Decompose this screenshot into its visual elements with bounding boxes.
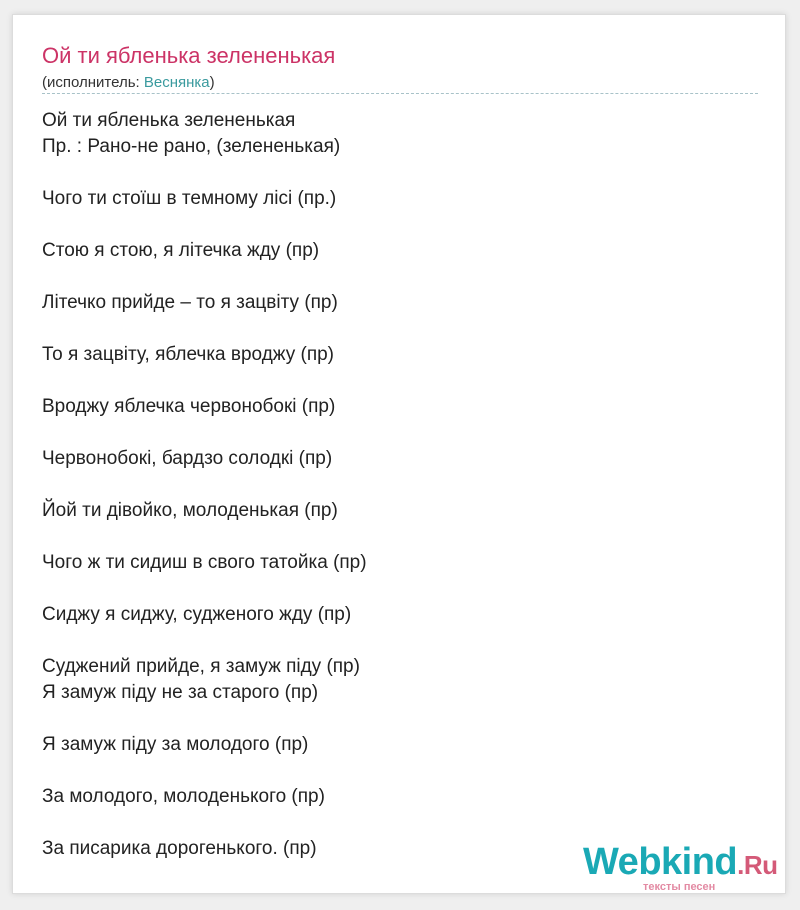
logo-wordmark — [583, 841, 778, 884]
lyric-line: Червонобокі, бардзо солодкі (пр) — [42, 448, 333, 469]
lyric-line: Літечко прийде – то я зацвіту (пр) — [42, 292, 338, 313]
lyric-blank-line — [42, 810, 758, 836]
logo-word: Webkind — [583, 841, 738, 883]
artist-prefix: (исполнитель: — [42, 74, 144, 91]
lyric-line: Ой ти ябленька зелененькая — [42, 110, 296, 131]
lyric-blank-line — [42, 264, 758, 290]
artist-suffix: ) — [209, 74, 215, 91]
logo-tagline: тексты песен — [643, 881, 716, 893]
lyric-blank-line — [42, 758, 758, 784]
lyric-line: Пр. : Рано-не рано, (зелененькая) — [42, 136, 341, 157]
lyric-blank-line — [42, 212, 758, 238]
lyric-line: Я замуж піду за молодого (пр) — [42, 734, 309, 755]
lyric-blank-line — [42, 368, 758, 394]
lyrics-text — [42, 108, 758, 862]
lyric-line: Чого ти стоїш в темному лісі (пр.) — [42, 188, 337, 209]
artist-link[interactable]: Веснянка — [143, 74, 210, 91]
song-title: Ой ти ябленька зелененькая — [42, 43, 336, 68]
lyric-line: За молодого, молоденького (пр) — [42, 786, 325, 807]
lyric-line: Сиджу я сиджу, судженого жду (пр) — [42, 604, 352, 625]
lyric-line: Я замуж піду не за старого (пр) — [42, 682, 319, 703]
lyric-blank-line — [42, 576, 758, 602]
lyric-blank-line — [42, 420, 758, 446]
lyric-blank-line — [42, 706, 758, 732]
artist-line — [42, 74, 215, 91]
logo-tld: .Ru — [737, 850, 778, 880]
lyric-line: Стою я стою, я літечка жду (пр) — [42, 240, 320, 261]
lyric-line: Чого ж ти сидиш в свого татойка (пр) — [42, 552, 367, 573]
lyric-blank-line — [42, 628, 758, 654]
lyric-blank-line — [42, 160, 758, 186]
site-logo[interactable] — [583, 841, 783, 891]
lyric-blank-line — [42, 472, 758, 498]
lyrics-card — [12, 14, 786, 894]
lyric-line: То я зацвіту, яблечка вроджу (пр) — [42, 344, 335, 365]
lyric-blank-line — [42, 316, 758, 342]
lyric-line: Вроджу яблечка червонобокі (пр) — [42, 396, 336, 417]
lyric-line: За писарика дорогенького. (пр) — [42, 838, 317, 859]
lyric-line: Суджений прийде, я замуж піду (пр) — [42, 656, 360, 677]
lyric-blank-line — [42, 524, 758, 550]
lyric-line: Йой ти дівойко, молоденькая (пр) — [42, 500, 338, 521]
title-divider — [42, 93, 758, 94]
